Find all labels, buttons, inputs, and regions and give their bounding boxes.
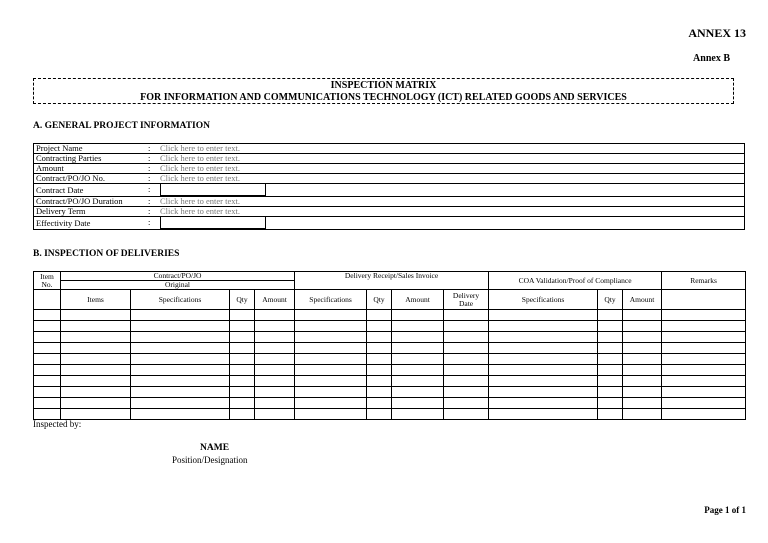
table-cell[interactable] [662, 354, 746, 365]
table-cell[interactable] [392, 321, 444, 332]
annex-number: ANNEX 13 [688, 26, 746, 40]
table-cell[interactable] [598, 376, 623, 387]
table-row [34, 376, 746, 387]
info-row-duration [34, 197, 745, 207]
items-header: Items [61, 290, 131, 310]
colon: : [148, 153, 151, 163]
info-row-contracting-parties [34, 154, 745, 164]
table-cell[interactable] [61, 343, 131, 354]
field-label: Project Name [34, 144, 147, 154]
delivery-qty-header: Qty [367, 290, 392, 310]
contract-qty-header: Qty [230, 290, 255, 310]
table-cell[interactable] [392, 376, 444, 387]
table-cell[interactable] [444, 310, 489, 321]
table-cell[interactable] [623, 409, 662, 420]
table-cell[interactable] [230, 387, 255, 398]
table-cell[interactable] [489, 343, 598, 354]
table-cell[interactable] [230, 332, 255, 343]
table-cell[interactable] [662, 409, 746, 420]
table-row [34, 343, 746, 354]
table-cell[interactable] [131, 354, 230, 365]
table-cell[interactable] [392, 387, 444, 398]
field-label: Contract Date [34, 184, 147, 197]
coa-spec-header: Specifications [489, 290, 598, 310]
table-cell[interactable] [295, 310, 367, 321]
table-cell[interactable] [230, 398, 255, 409]
table-cell[interactable] [255, 387, 295, 398]
field-label: Contract/PO/JO No. [34, 174, 147, 184]
table-cell[interactable] [444, 365, 489, 376]
table-cell[interactable] [295, 365, 367, 376]
table-cell[interactable] [392, 398, 444, 409]
field-label: Effectivity Date [34, 217, 147, 230]
table-cell[interactable] [444, 376, 489, 387]
table-cell[interactable] [444, 343, 489, 354]
table-cell[interactable] [662, 321, 746, 332]
table-row [34, 365, 746, 376]
table-cell[interactable] [230, 354, 255, 365]
deliveries-table [33, 271, 746, 420]
table-cell[interactable] [131, 409, 230, 420]
colon: : [148, 196, 151, 206]
table-cell[interactable] [367, 332, 392, 343]
table-cell[interactable] [295, 376, 367, 387]
table-cell[interactable] [392, 343, 444, 354]
table-cell[interactable] [489, 376, 598, 387]
table-cell[interactable] [295, 332, 367, 343]
table-cell[interactable] [61, 354, 131, 365]
section-a-heading: A. GENERAL PROJECT INFORMATION [33, 121, 210, 131]
table-cell[interactable] [34, 376, 61, 387]
info-row-project-name [34, 144, 745, 154]
info-row-contract-date [34, 184, 745, 197]
table-cell[interactable] [61, 409, 131, 420]
signatory-name: NAME [200, 443, 230, 453]
amount-input[interactable]: Click here to enter text. [160, 163, 241, 173]
deliveries-body [34, 310, 746, 420]
table-cell[interactable] [34, 343, 61, 354]
table-cell[interactable] [34, 354, 61, 365]
table-cell[interactable] [623, 354, 662, 365]
page-number: Page 1 of 1 [704, 505, 746, 515]
table-cell[interactable] [444, 321, 489, 332]
remarks-header: Remarks [662, 272, 746, 290]
table-cell[interactable] [367, 321, 392, 332]
colon: : [148, 143, 151, 153]
table-cell[interactable] [230, 365, 255, 376]
table-cell[interactable] [131, 398, 230, 409]
table-cell[interactable] [489, 387, 598, 398]
annex-subtitle: Annex B [693, 53, 730, 64]
table-cell[interactable] [662, 398, 746, 409]
colon: : [148, 183, 151, 194]
table-cell[interactable] [61, 387, 131, 398]
table-cell[interactable] [392, 310, 444, 321]
table-cell[interactable] [662, 387, 746, 398]
table-row [34, 321, 746, 332]
info-row-effectivity-date [34, 217, 745, 230]
table-cell[interactable] [662, 376, 746, 387]
table-cell[interactable] [489, 332, 598, 343]
coa-qty-header: Qty [598, 290, 623, 310]
item-no-header: Item No. [34, 272, 61, 290]
effectivity-date-input[interactable] [160, 216, 266, 229]
colon: : [148, 173, 151, 183]
table-cell[interactable] [489, 354, 598, 365]
duration-input[interactable]: Click here to enter text. [160, 196, 241, 206]
table-cell[interactable] [34, 365, 61, 376]
info-row-delivery-term [34, 207, 745, 217]
table-cell[interactable] [392, 409, 444, 420]
table-cell[interactable] [444, 387, 489, 398]
remarks-subheader [662, 290, 746, 310]
header-row-1 [34, 272, 746, 281]
signatory-position: Position/Designation [172, 455, 248, 465]
table-cell[interactable] [489, 409, 598, 420]
table-cell[interactable] [295, 387, 367, 398]
field-label: Amount [34, 164, 147, 174]
table-cell[interactable] [623, 321, 662, 332]
table-cell[interactable] [295, 409, 367, 420]
table-cell[interactable] [367, 343, 392, 354]
table-cell[interactable] [662, 365, 746, 376]
table-cell[interactable] [230, 376, 255, 387]
table-cell[interactable] [662, 310, 746, 321]
table-cell[interactable] [61, 321, 131, 332]
table-cell[interactable] [295, 354, 367, 365]
table-cell[interactable] [255, 365, 295, 376]
table-cell[interactable] [255, 354, 295, 365]
table-cell[interactable] [131, 321, 230, 332]
table-cell[interactable] [295, 321, 367, 332]
table-cell[interactable] [623, 332, 662, 343]
contract-header: Contract/PO/JO [61, 272, 295, 281]
table-cell[interactable] [255, 409, 295, 420]
table-cell[interactable] [444, 354, 489, 365]
colon: : [148, 216, 151, 227]
table-row [34, 409, 746, 420]
colon: : [148, 206, 151, 216]
table-cell[interactable] [61, 365, 131, 376]
table-cell[interactable] [34, 409, 61, 420]
table-cell[interactable] [489, 398, 598, 409]
delivery-amount-header: Amount [392, 290, 444, 310]
table-cell[interactable] [131, 310, 230, 321]
table-cell[interactable] [255, 321, 295, 332]
contracting-parties-input[interactable]: Click here to enter text. [160, 153, 241, 163]
table-cell[interactable] [230, 321, 255, 332]
table-cell[interactable] [623, 343, 662, 354]
table-cell[interactable] [34, 387, 61, 398]
table-cell[interactable] [34, 310, 61, 321]
table-cell[interactable] [34, 398, 61, 409]
table-cell[interactable] [367, 354, 392, 365]
table-row [34, 354, 746, 365]
table-cell[interactable] [367, 310, 392, 321]
table-row [34, 310, 746, 321]
table-cell[interactable] [489, 321, 598, 332]
table-cell[interactable] [131, 343, 230, 354]
table-cell[interactable] [444, 409, 489, 420]
table-row [34, 332, 746, 343]
table-cell[interactable] [598, 365, 623, 376]
delivery-term-input[interactable]: Click here to enter text. [160, 206, 241, 216]
info-row-amount [34, 164, 745, 174]
table-cell[interactable] [61, 398, 131, 409]
table-cell[interactable] [230, 310, 255, 321]
table-cell[interactable] [255, 310, 295, 321]
table-cell[interactable] [255, 332, 295, 343]
table-cell[interactable] [662, 332, 746, 343]
table-cell[interactable] [623, 398, 662, 409]
table-cell[interactable] [623, 387, 662, 398]
table-cell[interactable] [367, 409, 392, 420]
table-cell[interactable] [598, 354, 623, 365]
table-cell[interactable] [61, 332, 131, 343]
coa-header: COA Validation/Proof of Compliance [489, 272, 662, 290]
table-cell[interactable] [131, 365, 230, 376]
delivery-date-header: Delivery Date [444, 290, 489, 310]
title-line-1: INSPECTION MATRIX [330, 80, 437, 91]
table-cell[interactable] [392, 332, 444, 343]
table-cell[interactable] [623, 376, 662, 387]
colon: : [148, 163, 151, 173]
table-cell[interactable] [598, 409, 623, 420]
table-cell[interactable] [444, 398, 489, 409]
table-cell[interactable] [598, 343, 623, 354]
table-cell[interactable] [295, 398, 367, 409]
table-cell[interactable] [367, 398, 392, 409]
contract-no-input[interactable]: Click here to enter text. [160, 173, 241, 183]
table-cell[interactable] [392, 365, 444, 376]
table-cell[interactable] [61, 310, 131, 321]
contract-amount-header: Amount [255, 290, 295, 310]
table-cell[interactable] [34, 332, 61, 343]
table-cell[interactable] [598, 332, 623, 343]
table-cell[interactable] [598, 398, 623, 409]
delivery-spec-header: Specifications [295, 290, 367, 310]
header-row-3 [34, 290, 746, 310]
table-cell[interactable] [392, 354, 444, 365]
item-no-subheader [34, 290, 61, 310]
info-row-contract-no [34, 174, 745, 184]
table-cell[interactable] [489, 310, 598, 321]
table-cell[interactable] [255, 398, 295, 409]
project-info-table [33, 143, 745, 230]
table-cell[interactable] [598, 310, 623, 321]
table-cell[interactable] [623, 365, 662, 376]
table-cell[interactable] [598, 321, 623, 332]
table-cell[interactable] [131, 332, 230, 343]
contract-spec-header: Specifications [131, 290, 230, 310]
table-cell[interactable] [255, 376, 295, 387]
title-box [33, 78, 734, 104]
table-row [34, 398, 746, 409]
table-cell[interactable] [295, 343, 367, 354]
table-cell[interactable] [34, 321, 61, 332]
field-label: Contract/PO/JO Duration [34, 197, 147, 207]
title-line-2: FOR INFORMATION AND COMMUNICATIONS TECHNOLOGY (ICT) RELATED GOODS AND SERVICES [140, 92, 627, 103]
table-cell[interactable] [598, 387, 623, 398]
table-cell[interactable] [230, 343, 255, 354]
original-header: Original [61, 281, 295, 290]
table-cell[interactable] [367, 365, 392, 376]
contract-date-input[interactable] [160, 183, 266, 196]
table-cell[interactable] [489, 365, 598, 376]
table-cell[interactable] [623, 310, 662, 321]
table-cell[interactable] [444, 332, 489, 343]
table-cell[interactable] [131, 387, 230, 398]
table-cell[interactable] [367, 376, 392, 387]
table-cell[interactable] [367, 387, 392, 398]
table-row [34, 387, 746, 398]
table-cell[interactable] [662, 343, 746, 354]
table-cell[interactable] [255, 343, 295, 354]
table-cell[interactable] [131, 376, 230, 387]
inspected-by-label: Inspected by: [33, 419, 82, 429]
coa-amount-header: Amount [623, 290, 662, 310]
table-cell[interactable] [61, 376, 131, 387]
table-cell[interactable] [230, 409, 255, 420]
field-label: Delivery Term [34, 207, 147, 217]
section-b-heading: B. INSPECTION OF DELIVERIES [33, 249, 180, 259]
project-name-input[interactable]: Click here to enter text. [160, 143, 241, 153]
field-label: Contracting Parties [34, 154, 147, 164]
delivery-header: Delivery Receipt/Sales Invoice [295, 272, 489, 290]
